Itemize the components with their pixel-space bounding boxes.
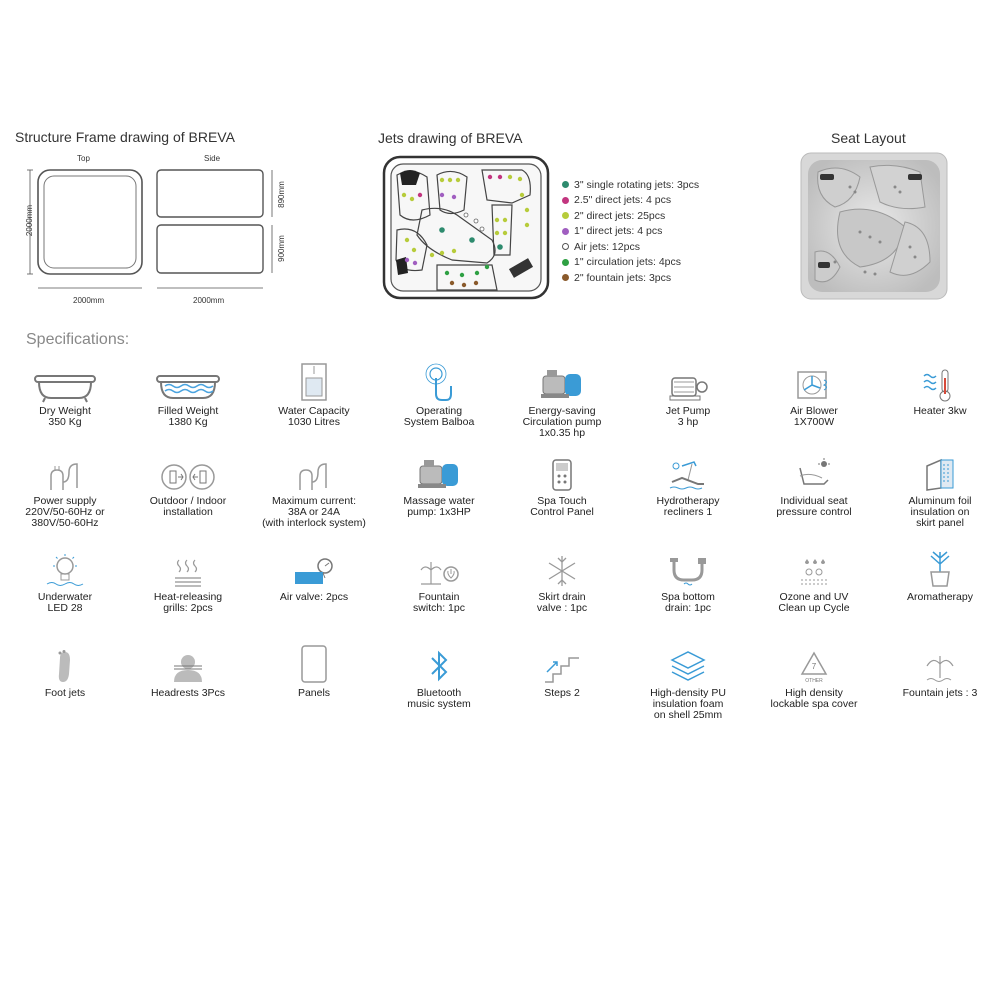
outdoor-indoor-icon: [158, 462, 218, 492]
legend-text: 1" circulation jets: 4pcs: [574, 256, 682, 269]
bottom-drain-icon: [668, 556, 708, 588]
spec-item: [377, 452, 501, 518]
legend-row: [562, 255, 699, 271]
foam-layers-icon: [668, 650, 708, 684]
spec-item: [377, 362, 501, 428]
spec-label: Headrests 3Pcs: [150, 687, 226, 699]
spec-item: [626, 362, 750, 428]
bluetooth-icon: [428, 648, 450, 684]
fountain-switch-icon: [417, 558, 461, 588]
spec-item: [626, 644, 750, 721]
spec-label: Spa bottom drain: 1pc: [661, 591, 715, 614]
recycle-cover-icon: [797, 650, 831, 684]
spec-label: Water Capacity 1030 Litres: [278, 405, 350, 428]
legend-text: 1" direct jets: 4 pcs: [574, 225, 663, 238]
legend-row: [562, 239, 699, 255]
specifications-title: Specifications:: [26, 331, 130, 348]
spec-item: [3, 362, 127, 428]
jets-drawing: [382, 155, 550, 300]
side-label: Side: [204, 154, 221, 163]
heater-icon: [922, 368, 958, 402]
current-plug-icon: [296, 462, 332, 492]
spec-item: [500, 548, 624, 614]
legend-dot: [562, 228, 569, 235]
spec-item: [626, 548, 750, 614]
spec-item: [252, 644, 376, 699]
spec-label: Energy-saving Circulation pump 1x0.35 hp: [522, 405, 602, 439]
spec-item: [126, 644, 250, 699]
bottom-left-dim: 2000mm: [73, 296, 105, 305]
led-bulb-icon: [45, 552, 85, 588]
spec-label: Massage water pump: 1x3HP: [403, 495, 475, 518]
legend-dot: [562, 243, 569, 250]
spec-label: High-density PU insulation foam on shell 25mm: [650, 687, 726, 721]
spec-item: [500, 452, 624, 518]
spec-item: [500, 644, 624, 699]
legend-row: [562, 177, 699, 193]
spec-item: [500, 362, 624, 439]
spec-label: Hydrotherapy recliners 1: [656, 495, 720, 518]
legend-text: 2.5" direct jets: 4 pcs: [574, 194, 672, 207]
spec-label: Jet Pump 3 hp: [665, 405, 711, 428]
spec-item: [878, 644, 1000, 699]
spec-label: Spa Touch Control Panel: [530, 495, 594, 518]
spec-item: [3, 452, 127, 529]
spec-item: [752, 548, 876, 614]
jets-legend: [562, 177, 699, 286]
aromatherapy-icon: [925, 550, 955, 588]
jet-pump-icon: [668, 370, 708, 402]
spec-label: Dry Weight 350 Kg: [39, 405, 91, 428]
legend-row: [562, 208, 699, 224]
spec-label: Panels: [297, 687, 331, 699]
spec-label: Bluetooth music system: [407, 687, 471, 710]
height-dim-label: 2000mm: [25, 204, 35, 237]
spec-item: [752, 452, 876, 518]
heat-grill-icon: [173, 558, 203, 588]
panel-icon: [300, 644, 328, 684]
spec-item: [752, 644, 876, 710]
water-tank-icon: [299, 362, 329, 402]
spec-label: Heat-releasing grills: 2pcs: [153, 591, 223, 614]
spec-item: [252, 452, 376, 529]
spec-label: Air valve: 2pcs: [279, 591, 349, 603]
legend-text: 2" fountain jets: 3pcs: [574, 271, 672, 284]
air-blower-icon: [794, 368, 834, 402]
seat-pressure-icon: [794, 458, 834, 492]
spec-label: Fountain switch: 1pc: [413, 591, 465, 614]
spec-label: Heater 3kw: [913, 405, 967, 417]
ozone-uv-icon: [797, 556, 831, 588]
spec-item: [377, 548, 501, 614]
legend-dot: [562, 212, 569, 219]
circulation-pump-icon: [539, 368, 585, 402]
spec-label: Outdoor / Indoor installation: [149, 495, 227, 518]
structure-title: Structure Frame drawing of BREVA: [15, 129, 235, 145]
touch-finger-icon: [424, 364, 454, 402]
spec-label: Steps 2: [544, 687, 580, 699]
dry-tub-icon: [33, 372, 97, 402]
power-plug-icon: [47, 462, 83, 492]
spec-label: Aromatherapy: [907, 591, 973, 603]
spec-item: [377, 644, 501, 710]
legend-text: Air jets: 12pcs: [574, 240, 640, 253]
legend-dot: [562, 197, 569, 204]
legend-row: [562, 224, 699, 240]
spec-label: Maximum current: 38A or 24A (with interlock system): [262, 495, 366, 529]
fountain-icon: [923, 654, 957, 684]
seat-title: Seat Layout: [831, 130, 906, 146]
spec-item: [626, 452, 750, 518]
headrest-icon: [170, 652, 206, 684]
spec-item: [126, 452, 250, 518]
legend-text: 3" single rotating jets: 3pcs: [574, 178, 700, 191]
recliner-icon: [668, 458, 708, 492]
spec-label: Ozone and UV Clean up Cycle: [778, 591, 850, 614]
top-label: Top: [77, 154, 90, 163]
spec-label: Foot jets: [44, 687, 86, 699]
spec-item: [252, 548, 376, 603]
recycle-text: OTHER: [805, 678, 823, 684]
spec-label: Skirt drain valve : 1pc: [536, 591, 588, 614]
foot-icon: [54, 650, 76, 684]
jets-title: Jets drawing of BREVA: [378, 130, 523, 146]
legend-text: 2" direct jets: 25pcs: [574, 209, 666, 222]
spec-label: Air Blower 1X700W: [790, 405, 838, 428]
steps-icon: [543, 654, 581, 684]
spec-label: High density lockable spa cover: [770, 687, 858, 710]
seat-layout-photo: [800, 152, 948, 300]
foil-insulation-icon: [923, 458, 957, 492]
recycle-number: 7: [811, 662, 817, 671]
spec-label: Operating System Balboa: [403, 405, 475, 428]
spec-item: [878, 548, 1000, 603]
spec-label: Individual seat pressure control: [776, 495, 852, 518]
spec-label: Underwater LED 28: [37, 591, 93, 614]
structure-frame-drawing: [0, 0, 300, 320]
legend-dot: [562, 181, 569, 188]
control-panel-icon: [551, 458, 573, 492]
spec-item: [878, 362, 1000, 417]
dim-890-label: 890mm: [276, 181, 286, 208]
legend-dot: [562, 274, 569, 281]
spec-item: [878, 452, 1000, 529]
dim-900-label: 900mm: [276, 235, 286, 262]
spec-label: Filled Weight 1380 Kg: [157, 405, 219, 428]
snowflake-drain-icon: [545, 554, 579, 588]
spec-item: [252, 362, 376, 428]
spec-label: Power supply 220V/50-60Hz or 380V/50-60Hz: [25, 495, 105, 529]
legend-dot: [562, 259, 569, 266]
legend-row: [562, 193, 699, 209]
bottom-right-dim: 2000mm: [193, 296, 225, 305]
spec-item: [3, 548, 127, 614]
spec-label: Fountain jets : 3: [902, 687, 978, 699]
filled-tub-icon: [155, 372, 221, 402]
spec-item: [3, 644, 127, 699]
massage-pump-icon: [416, 458, 462, 492]
spec-item: [126, 548, 250, 614]
legend-row: [562, 270, 699, 286]
air-valve-icon: [291, 558, 337, 588]
spec-item: [126, 362, 250, 428]
spec-label: Aluminum foil insulation on skirt panel: [908, 495, 972, 529]
spec-item: [752, 362, 876, 428]
